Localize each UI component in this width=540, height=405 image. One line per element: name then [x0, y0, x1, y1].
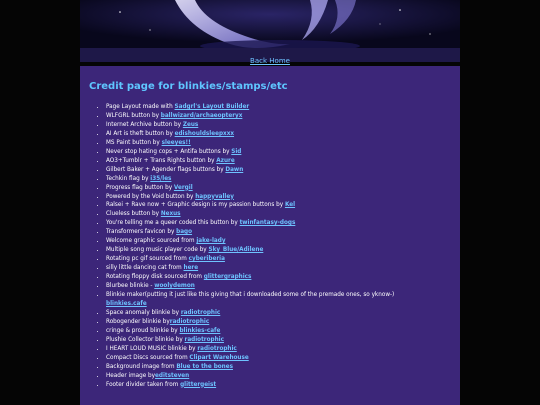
credit-text: Never stop hating cops + Antifa buttons by: [106, 148, 232, 155]
credit-link[interactable]: blinkies-cafe: [179, 327, 221, 334]
credit-link[interactable]: here: [183, 265, 199, 272]
credit-link[interactable]: woolydemon: [154, 283, 195, 290]
credit-item: [106, 228, 452, 237]
credit-item: [106, 139, 452, 148]
credit-item: [106, 130, 452, 139]
credit-link[interactable]: Zeus: [182, 121, 199, 128]
credit-text: Clueless button by: [106, 211, 161, 218]
credit-item: [106, 219, 452, 228]
credit-text: Ralsei + Rave now + Graphic design is my passion buttons by: [106, 202, 285, 209]
credit-link[interactable]: sleeyes!!: [161, 139, 191, 146]
credit-link[interactable]: radiotrophic: [169, 318, 210, 325]
credit-text: cringe & proud blinkie by: [106, 327, 180, 334]
credit-item: [106, 336, 452, 345]
credit-text: Rotating floppy disk sourced from: [106, 274, 204, 281]
credit-item: [106, 318, 452, 327]
credit-text: MS Paint button by: [106, 139, 162, 146]
credit-link[interactable]: Sid: [231, 148, 242, 155]
credit-link[interactable]: Sadgrl's Layout Builder: [174, 104, 250, 110]
credit-text: Welcome graphic sourced from: [106, 238, 197, 245]
credit-link[interactable]: cyberiberia: [188, 256, 225, 263]
credit-text: You're telling me a queer coded this button by: [106, 220, 240, 227]
credit-link[interactable]: Clipart Warehouse: [189, 354, 249, 361]
nav-bar: [80, 48, 460, 65]
credit-link[interactable]: radiotrophic: [184, 336, 224, 343]
credit-link[interactable]: Nexus: [160, 211, 181, 218]
credit-link[interactable]: Vergil: [173, 184, 193, 191]
credits-list: [106, 103, 452, 390]
credit-item: [106, 273, 452, 282]
credit-link[interactable]: jake-lady: [196, 238, 226, 245]
credit-link[interactable]: glittergraphics: [203, 274, 252, 281]
credit-text: AI Art is theft button by: [106, 130, 175, 137]
credit-link[interactable]: ballwizard/archaeopteryx: [160, 112, 243, 119]
credit-text: Footer divider taken from: [106, 381, 181, 388]
credit-item: [106, 201, 452, 210]
credit-link[interactable]: Azure: [216, 157, 235, 164]
credit-item: [106, 166, 452, 175]
credit-text: Multiple song music player code by: [106, 247, 209, 254]
credit-text: Robogender blinkie by: [106, 318, 170, 325]
credit-item: [106, 255, 452, 264]
credit-item: [106, 345, 452, 354]
credit-item: [106, 354, 452, 363]
credit-text: Powered by the Void button by: [106, 193, 196, 200]
credit-text: Gilbert Baker + Agender flags buttons by: [106, 166, 226, 173]
credit-link[interactable]: edishouldsleepxxx: [174, 130, 235, 137]
credit-text: Space anomaly blinkie by: [106, 309, 181, 316]
credit-text: Transformers favicon by: [106, 229, 177, 236]
credit-text: silly little dancing cat from: [106, 265, 184, 272]
credit-text: I HEART LOUD MUSIC blinkie by: [106, 345, 198, 352]
credit-item: [106, 264, 452, 273]
credit-item: [106, 237, 452, 246]
credit-item: [106, 193, 452, 202]
credit-item: [106, 184, 452, 193]
credit-item: [106, 246, 452, 255]
back-home-link[interactable]: Back Home: [250, 57, 290, 65]
credit-text: WLFGRL button by: [106, 112, 161, 119]
credit-link[interactable]: blinkies.cafe: [106, 300, 147, 307]
credit-item: [106, 157, 452, 166]
credit-link[interactable]: radiotrophic: [180, 309, 221, 316]
nebula-graphic: [80, 0, 460, 48]
credit-text: Rotating pc gif sourced from: [106, 256, 189, 263]
credit-link[interactable]: bago: [176, 229, 193, 236]
credit-text: Header image by: [106, 372, 156, 379]
credit-link[interactable]: Sky_Blue/Adilene: [208, 247, 264, 254]
credit-text: Blinkie maker(putting it just like this giving that i downloaded some of the premade ones, so yknow-): [106, 292, 395, 299]
credit-text: Blurbee blinkie -: [106, 283, 155, 290]
credit-text: AO3+Tumblr + Trans Rights button by: [106, 157, 217, 164]
credit-link[interactable]: glittergeist: [180, 381, 217, 388]
credit-item: [106, 291, 436, 309]
credit-link[interactable]: Dawn: [225, 166, 244, 173]
credit-item: [106, 372, 452, 381]
page-title: Credit page for blinkies/stamps/etc: [89, 81, 288, 92]
credit-text: Progress flag button by: [106, 184, 174, 191]
credit-text: Techkin flag by: [106, 175, 151, 182]
credit-link[interactable]: happyvalley: [195, 193, 234, 200]
header-image: [80, 0, 460, 48]
credit-item: [106, 381, 452, 390]
credit-item: [106, 112, 452, 121]
credit-item: [106, 103, 452, 112]
credit-link[interactable]: radiotrophic: [197, 345, 237, 352]
credit-text: Internet Archive button by: [106, 121, 183, 128]
credit-item: [106, 282, 452, 291]
credit-text: Page Layout made with: [106, 104, 175, 110]
credit-link[interactable]: editsteven: [155, 372, 190, 379]
credit-item: [106, 210, 452, 219]
credit-link[interactable]: i35/les: [150, 175, 172, 182]
credit-item: [106, 148, 452, 157]
credit-item: [106, 175, 452, 184]
credit-text: Compact Discs sourced from: [106, 354, 190, 361]
credit-link[interactable]: Kel: [284, 202, 296, 209]
credit-text: Plushie Collector blinkie by: [106, 336, 185, 343]
credit-item: [106, 327, 452, 336]
credit-item: [106, 309, 452, 318]
credit-text: Background image from: [106, 363, 177, 370]
credit-link[interactable]: Blue to the bones: [176, 363, 233, 370]
main-content: [80, 66, 460, 405]
credit-link[interactable]: twinfantasy-dogs: [239, 220, 296, 227]
credit-item: [106, 121, 452, 130]
credit-item: [106, 363, 452, 372]
